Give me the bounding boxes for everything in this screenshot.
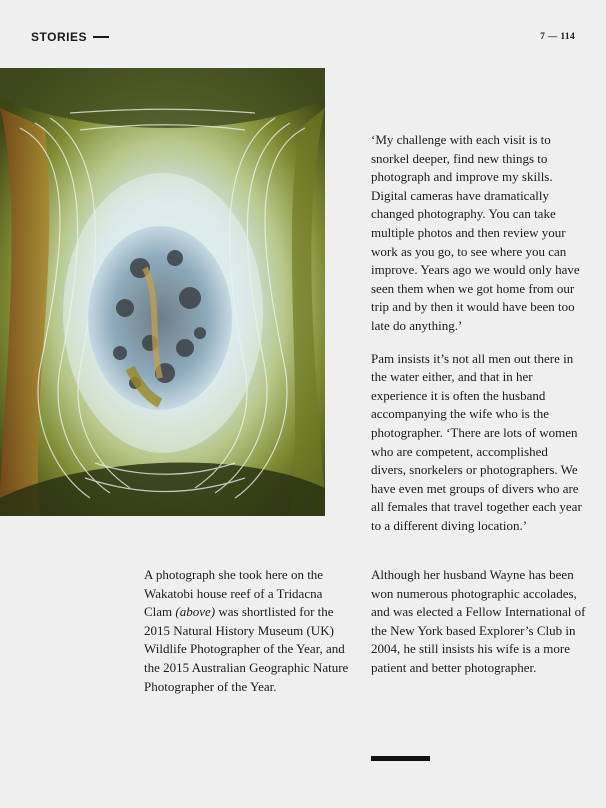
article-end-bar	[371, 756, 430, 761]
caption-italic: (above)	[175, 604, 216, 620]
body-paragraph-3: Although her husband Wayne has been won numerous photographic accolades, and was elected a Fellow International of the New York based Explorer’s Club in 2004, he still insists his wife is a more patient and better photographer.	[371, 567, 586, 675]
page-number: 7 — 114	[540, 32, 575, 42]
section-label	[31, 30, 109, 44]
caption-text-start: A photograph she took here on the Wakatobi house reef of a Tridacna Clam	[144, 567, 324, 620]
body-paragraph-1: ‘My challenge with each visit is to snorkel deeper, find new things to photograph and improve my skills. Digital cameras have dramatically changed photography. You can take multiple photos and then review your work as you go, to see where you can improve. Years ago we would only have seen them when we got home from our trip and by then it would have been too late do anything.’	[371, 132, 580, 333]
body-paragraph-2: Pam insists it’s not all men out there in the water either, and that in her experience it is often the husband accompanying the wife who is the photographer. ‘There are lots of women who are competent, accomplished divers, snorkelers or photographers. We have even met groups of divers who are all females that travel together each year to a different diving location.’	[371, 350, 582, 533]
giant-clam-photo	[0, 68, 325, 516]
photo-caption	[144, 566, 349, 696]
body-column-right-bottom	[371, 566, 586, 692]
header-rule	[93, 36, 109, 38]
caption-text-end: was shortlisted for the 2015 Natural History Museum (UK) Wildlife Photographer of the Year, and the 2015 Australian Geographic Nature Photographer of the Year.	[144, 604, 349, 694]
body-column-right-top	[371, 131, 586, 549]
section-label-text: STORIES	[31, 30, 87, 44]
